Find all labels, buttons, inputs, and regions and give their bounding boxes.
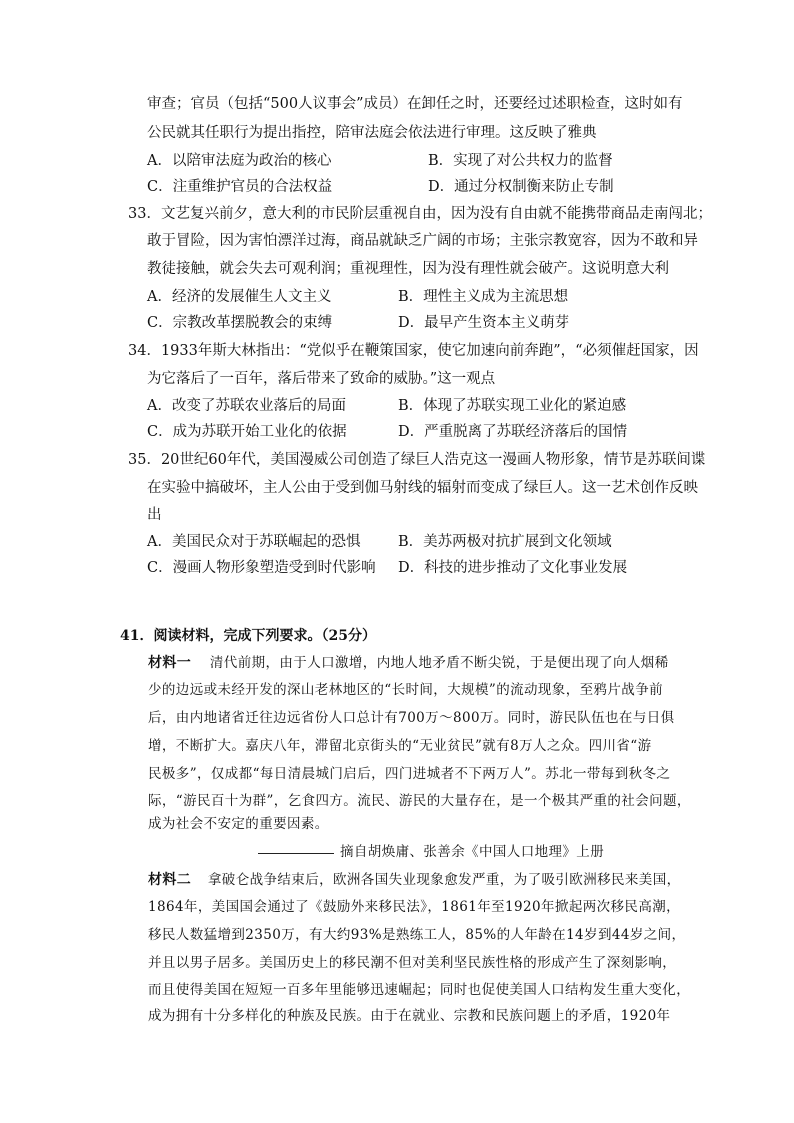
material-1-line-5: 民极多”，仅成都“每日清晨城门启后，四门进城者不下两万人”。苏北一带每到秋冬之: [148, 766, 671, 782]
q32-option-a: A．以陪审法庭为政治的核心: [147, 153, 332, 169]
material-2-text: 拿破仑战争结束后，欧洲各国失业现象愈发严重，为了吸引欧洲移民来美国，: [207, 872, 681, 888]
material-2-line-3: 移民人数猛增到2350万，有大约93%是熟练工人，85%的人年龄在14岁到44岁之间，: [148, 927, 686, 943]
material-1-line-4: 增，不断扩大。嘉庆八年，滞留北京街头的“无业贫民”就有8万人之众。四川省“游: [148, 738, 652, 754]
q35-stem-line-3: 出: [147, 507, 162, 523]
q32-option-d: D．通过分权制衡来防止专制: [428, 179, 614, 195]
q41-heading: 41．阅读材料，完成下列要求。（25分）: [120, 628, 376, 644]
material-1-line-7: 成为社会不安定的重要因素。: [148, 816, 329, 832]
source-dash: [258, 853, 334, 854]
q33-stem-line-3: 教徒接触，就会失去可观利润；重视理性，因为没有理性就会破产。这说明意大利: [147, 261, 669, 277]
q33-option-b: B．理性主义成为主流思想: [398, 289, 569, 305]
q33-option-d: D．最早产生资本主义萌芽: [398, 315, 570, 331]
q35-option-a: A．美国民众对于苏联崛起的恐惧: [147, 534, 361, 550]
material-2-line-5: 而且使得美国在短短一百多年里能够迅速崛起；同时也促使美国人口结构发生重大变化，: [148, 982, 691, 998]
q33-option-c: C．宗教改革摆脱教会的束缚: [147, 315, 333, 331]
q34-option-c: C．成为苏联开始工业化的依据: [147, 424, 347, 440]
q33-stem-line-2: 敢于冒险，因为害怕漂洋过海，商品就缺乏广阔的市场；主张宗教宽容，因为不敢和异: [147, 233, 698, 249]
material-1-line-1: [148, 656, 669, 671]
q35-stem-line-1: 35．20世纪60年代，美国漫威公司创造了绿巨人浩克这一漫画人物形象，情节是苏联间谍: [128, 452, 706, 468]
q35-stem-line-2: 在实验中搞破坏，主人公由于受到伽马射线的辐射而变成了绿巨人。这一艺术创作反映: [147, 480, 698, 496]
q34-option-b: B．体现了苏联实现工业化的紧迫感: [398, 398, 627, 414]
q34-stem-line-1: 34．1933年斯大林指出：“党似乎在鞭策国家，使它加速向前奔跑”，“必须催赶国家，因: [128, 343, 699, 359]
q35-option-c: C．漫画人物形象塑造受到时代影响: [147, 560, 376, 576]
material-2-line-6: 成为拥有十分多样化的种族及民族。由于在就业、宗教和民族问题上的矛盾，1920年: [148, 1008, 671, 1024]
material-1-text: 清代前期，由于人口激增，内地人地矛盾不断尖锐，于是便出现了向人烟稀: [209, 655, 669, 671]
q32-option-b: B．实现了对公共权力的监督: [428, 153, 613, 169]
q35-option-d: D．科技的进步推动了文化事业发展: [398, 560, 628, 576]
q33-stem-line-1: 33．文艺复兴前夕，意大利的市民阶层重视自由，因为没有自由就不能携带商品走南闯北；: [128, 206, 712, 222]
q32-option-c: C．注重维护官员的合法权益: [147, 179, 333, 195]
q34-stem-line-2: 为它落后了一百年，落后带来了致命的威胁。”这一观点: [147, 371, 496, 387]
material-2-line-4: 并且以男子居多。美国历史上的移民潮不但对美利坚民族性格的形成产生了深刻影响，: [148, 955, 677, 971]
material-2-line-1: [148, 873, 681, 888]
material-2-line-2: 1864年，美国国会通过了《鼓励外来移民法》，1861年至1920年掀起两次移民高潮，: [148, 899, 681, 915]
material-1-line-3: 后，由内地诸省迁往边远省份人口总计有700万～800万。同时，游民队伍也在与日俱: [148, 710, 675, 726]
q32-stem-line-2: 公民就其任职行为提出指控，陪审法庭会依法进行审理。这反映了雅典: [147, 125, 597, 141]
q35-option-b: B．美苏两极对抗扩展到文化领域: [398, 534, 612, 550]
material-1-line-2: 少的边远或未经开发的深山老林地区的“长时间，大规模”的流动现象，至鸦片战争前: [148, 682, 664, 698]
q34-option-a: A．改变了苏联农业落后的局面: [147, 398, 346, 414]
q34-option-d: D．严重脱离了苏联经济落后的国情: [398, 424, 628, 440]
q32-stem-line-1: 审查；官员（包括“500人议事会”成员）在卸任之时，还要经过述职检查，这时如有: [147, 96, 683, 112]
material-1-line-6: 际，“游民百十为群”，乞食四方。流民、游民的大量存在，是一个极其严重的社会问题，: [148, 793, 691, 809]
material-1-label: 材料一: [148, 655, 192, 671]
q33-option-a: A．经济的发展催生人文主义: [147, 289, 332, 305]
material-2-label: 材料二: [148, 872, 192, 888]
material-1-source: 摘自胡焕庸、张善余《中国人口地理》上册: [340, 844, 605, 860]
